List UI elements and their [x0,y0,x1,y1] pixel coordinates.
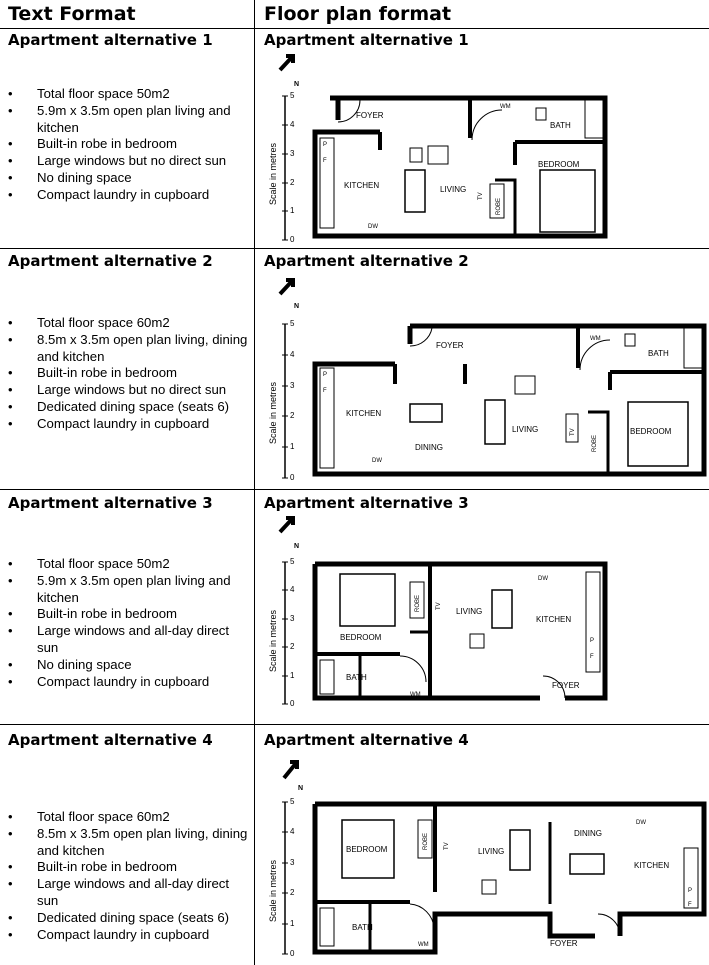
svg-text:BEDROOM: BEDROOM [346,845,388,854]
north-label: N [294,303,300,310]
svg-text:ROBE: ROBE [415,594,421,612]
alt3-title: Apartment alternative 3 [8,494,213,512]
svg-text:WM: WM [410,692,421,698]
row-divider-2 [0,489,709,490]
svg-text:DINING: DINING [574,829,602,838]
svg-text:BEDROOM: BEDROOM [630,427,672,436]
svg-text:LIVING: LIVING [478,847,505,856]
list-item: • Built-in robe in bedroom [8,365,250,382]
svg-text:ROBE: ROBE [496,197,502,215]
svg-text:5: 5 [290,797,295,806]
svg-text:TV: TV [478,192,484,200]
column-divider [254,0,255,965]
north-label: N [298,785,304,792]
scale-bar [268,557,295,708]
svg-text:BEDROOM: BEDROOM [340,633,382,642]
svg-text:DW: DW [538,576,548,582]
alt1-plan-title: Apartment alternative 1 [264,31,469,49]
svg-text:TV: TV [436,602,442,610]
svg-text:FOYER: FOYER [436,341,464,350]
alt2-title: Apartment alternative 2 [8,252,213,270]
scale-bar [268,319,295,482]
text-format-header: Text Format [8,3,136,25]
list-item: • 5.9m x 3.5m open plan living and kitchen [8,103,250,137]
alt2-floor-plan [260,272,708,484]
svg-text:P: P [688,888,693,894]
svg-text:BATH: BATH [648,349,669,358]
svg-text:5: 5 [290,319,295,328]
list-item: • Compact laundry in cupboard [8,416,250,433]
scale-label: Scale in metres [268,609,278,672]
svg-text:P: P [323,372,328,378]
svg-text:1: 1 [290,442,295,451]
svg-text:FOYER: FOYER [552,681,580,690]
svg-text:LIVING: LIVING [456,607,483,616]
north-arrow-icon [280,280,299,310]
scale-bar [268,797,295,958]
svg-text:2: 2 [290,178,295,187]
list-item: • Large windows and all-day direct sun [8,876,250,910]
svg-text:4: 4 [290,350,295,359]
header-divider [0,28,709,29]
svg-text:BATH: BATH [550,121,571,130]
svg-text:F: F [323,158,327,164]
svg-text:5: 5 [290,91,295,100]
alt2-bullet-list [8,315,250,433]
svg-text:FOYER: FOYER [550,939,578,948]
north-arrow-icon [280,56,299,88]
svg-text:0: 0 [290,949,295,958]
alt3-bullet-list [8,556,250,690]
scale-label: Scale in metres [268,859,278,922]
svg-text:2: 2 [290,642,295,651]
alt4-plan-title: Apartment alternative 4 [264,731,469,749]
alt4-bullet-list [8,809,250,943]
svg-text:F: F [323,388,327,394]
svg-text:P: P [590,638,595,644]
svg-text:KITCHEN: KITCHEN [344,181,380,190]
svg-text:BATH: BATH [352,923,373,932]
list-item: • Large windows but no direct sun [8,382,250,399]
svg-text:LIVING: LIVING [440,185,467,194]
list-item: • Built-in robe in bedroom [8,606,250,623]
row-divider-3 [0,724,709,725]
svg-text:1: 1 [290,671,295,680]
list-item: • No dining space [8,170,250,187]
alt4-floor-plan [260,752,708,962]
list-item: • Large windows but no direct sun [8,153,250,170]
alt3-plan-title: Apartment alternative 3 [264,494,469,512]
svg-text:0: 0 [290,235,295,244]
scale-label: Scale in metres [268,381,278,444]
svg-text:DW: DW [636,820,646,826]
list-item: • 8.5m x 3.5m open plan living, dining and kitchen [8,332,250,366]
alt1-title: Apartment alternative 1 [8,31,213,49]
svg-text:DW: DW [368,224,378,230]
svg-text:KITCHEN: KITCHEN [536,615,572,624]
svg-text:WM: WM [418,942,429,948]
svg-text:LIVING: LIVING [512,425,539,434]
svg-text:4: 4 [290,827,295,836]
list-item: • 8.5m x 3.5m open plan living, dining and kitchen [8,826,250,860]
scale-label: Scale in metres [268,142,278,205]
svg-text:1: 1 [290,919,295,928]
svg-text:F: F [590,654,594,660]
alt3-floor-plan [260,512,610,718]
list-item: • 5.9m x 3.5m open plan living and kitchen [8,573,250,607]
scale-bar [268,91,295,244]
row-divider-1 [0,248,709,249]
north-arrow-icon [280,518,299,550]
svg-text:BATH: BATH [346,673,367,682]
svg-text:3: 3 [290,614,295,623]
north-label: N [294,543,300,550]
svg-text:KITCHEN: KITCHEN [346,409,382,418]
svg-text:F: F [688,902,692,908]
svg-text:P: P [323,142,328,148]
svg-text:KITCHEN: KITCHEN [634,861,670,870]
list-item: • Compact laundry in cupboard [8,187,250,204]
svg-text:2: 2 [290,411,295,420]
list-item: • Total floor space 60m2 [8,315,250,332]
list-item: • Built-in robe in bedroom [8,859,250,876]
list-item: • Total floor space 50m2 [8,86,250,103]
floor-plan-format-header: Floor plan format [264,3,452,25]
svg-text:3: 3 [290,858,295,867]
north-arrow-icon [284,762,303,792]
list-item: • Dedicated dining space (seats 6) [8,910,250,927]
list-item: • Built-in robe in bedroom [8,136,250,153]
list-item: • Large windows and all-day direct sun [8,623,250,657]
svg-text:WM: WM [500,104,511,110]
list-item: • Compact laundry in cupboard [8,674,250,691]
svg-text:1: 1 [290,206,295,215]
svg-text:4: 4 [290,585,295,594]
list-item: • No dining space [8,657,250,674]
list-item: • Total floor space 50m2 [8,556,250,573]
svg-text:DW: DW [372,458,382,464]
svg-text:2: 2 [290,888,295,897]
alt1-floor-plan [260,50,610,246]
svg-text:TV: TV [444,842,450,850]
alt2-plan-title: Apartment alternative 2 [264,252,469,270]
list-item: • Dedicated dining space (seats 6) [8,399,250,416]
svg-text:WM: WM [590,336,601,342]
svg-text:4: 4 [290,120,295,129]
alt1-bullet-list [8,86,250,204]
svg-text:3: 3 [290,149,295,158]
svg-text:0: 0 [290,473,295,482]
alt4-title: Apartment alternative 4 [8,731,213,749]
svg-text:DINING: DINING [415,443,443,452]
list-item: • Compact laundry in cupboard [8,927,250,944]
svg-text:ROBE: ROBE [592,434,598,452]
north-label: N [294,81,300,88]
list-item: • Total floor space 60m2 [8,809,250,826]
svg-text:3: 3 [290,381,295,390]
svg-text:5: 5 [290,557,295,566]
svg-text:TV: TV [570,428,576,436]
svg-text:FOYER: FOYER [356,111,384,120]
svg-text:BEDROOM: BEDROOM [538,160,580,169]
svg-text:0: 0 [290,699,295,708]
svg-text:ROBE: ROBE [423,832,429,850]
